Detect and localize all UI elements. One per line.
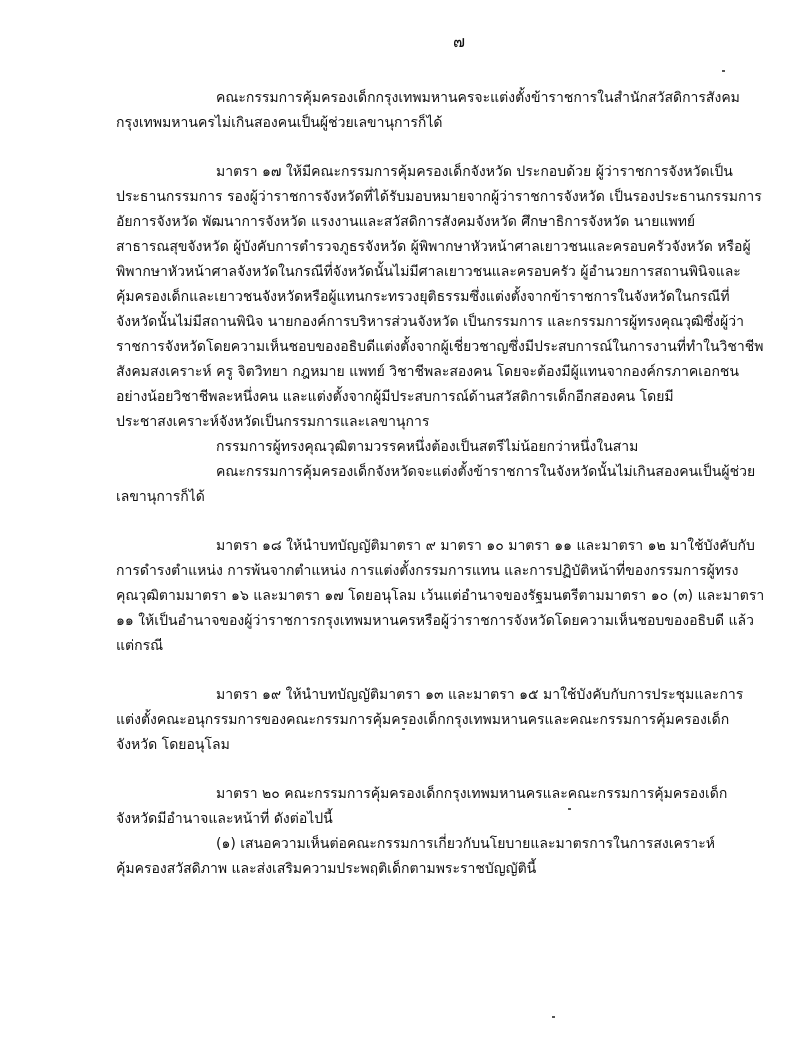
paragraph-section-18: มาตรา ๑๘ ให้นำบทบัญญัติมาตรา ๙ มาตรา ๑๐ มาตรา ๑๑ และมาตรา ๑๒ มาใช้บังคับกับการดำรงตำแหน่ง การพ้นจากตำแหน่ง การแต่งตั้งกรรมการแทน และการปฏิบัติหน้าที่ของกรรมการผู้ทรงคุณวุฒิตามมาตรา ๑๖ และมาตรา ๑๗ โดยอนุโลม เว้นแต่อำนาจของรัฐมนตรีตามมาตรา ๑๐ (๓) และมาตรา ๑๑ ให้เป็นอำนาจของผู้ว่าราชการกรุงเทพมหานครหรือผู้ว่าราชการจังหวัดโดยความเห็นชอบของอธิบดี แล้วแต่กรณี bbox=[116, 538, 765, 654]
scan-speck bbox=[552, 1016, 555, 1018]
paragraph-section-19: มาตรา ๑๙ ให้นำบทบัญญัติมาตรา ๑๓ และมาตรา ๑๕ มาใช้บังคับกับการประชุมและการแต่งตั้งคณะอนุกรรมการของคณะกรรมการคุ้มครองเด็กกรุงเทพมหานครและคณะกรรมการคุ้มครองเด็กจังหวัด โดยอนุโลม bbox=[116, 687, 744, 753]
paragraph-section-17: มาตรา ๑๗ ให้มีคณะกรรมการคุ้มครองเด็กจังหวัด ประกอบด้วย ผู้ว่าราชการจังหวัดเป็นประธานกรรมการ รองผู้ว่าราชการจังหวัดที่ได้รับมอบหมายจากผู้ว่าราชการจังหวัด เป็นรองประธานกรรมการ อัยการจังหวัด พัฒนาการจังหวัด แรงงานและสวัสดิการสังคมจังหวัด ศึกษาธิการจังหวัด นายแพทย์สาธารณสุขจังหวัด ผู้บังคับการตำรวจภูธรจังหวัด ผู้พิพากษาหัวหน้าศาลเยาวชนและครอบครัวจังหวัด หรือผู้พิพากษาหัวหน้าศาลจังหวัดในกรณีที่จังหวัดนั้นไม่มีศาลเยาวชนและครอบครัว ผู้อำนวยการสถานพินิจและคุ้มครองเด็กและเยาวชนจังหวัดหรือผู้แทนกระทรวงยุติธรรมซึ่งแต่งตั้งจากข้าราชการในจังหวัดในกรณีที่จังหวัดนั้นไม่มีสถานพินิจ นายกองค์การบริหารส่วนจังหวัด เป็นกรรมการ และกรรมการผู้ทรงคุณวุฒิซึ่งผู้ว่าราชการจังหวัดโดยความเห็นชอบของอธิบดีแต่งตั้งจากผู้เชี่ยวชาญซึ่งมีประสบการณ์ในการงานที่ทำในวิชาชีพสังคมสงเคราะห์ ครู จิตวิทยา กฎหมาย แพทย์ วิชาชีพละสองคน โดยจะต้องมีผู้แทนจากองค์กรภาคเอกชนอย่างน้อยวิชาชีพละหนึ่งคน และแต่งตั้งจากผู้มีประสบการณ์ด้านสวัสดิการเด็กอีกสองคน โดยมีประชาสงเคราะห์จังหวัดเป็นกรรมการและเลขานุการ bbox=[116, 164, 764, 430]
paragraph-section-20: มาตรา ๒๐ คณะกรรมการคุ้มครองเด็กกรุงเทพมหานครและคณะกรรมการคุ้มครองเด็กจังหวัดมีอำนาจและหน้าที่ ดังต่อไปนี้ bbox=[116, 786, 728, 827]
paragraph-section-17-women-quota: กรรมการผู้ทรงคุณวุฒิตามวรรคหนึ่งต้องเป็นสตรีไม่น้อยกว่าหนึ่งในสาม bbox=[216, 439, 639, 455]
paragraph-gap bbox=[116, 136, 766, 160]
document-body bbox=[116, 86, 766, 882]
paragraph-gap bbox=[116, 510, 766, 534]
paragraph-gap bbox=[116, 758, 766, 782]
paragraph-gap bbox=[116, 659, 766, 683]
scan-speck bbox=[568, 808, 571, 810]
scan-speck bbox=[722, 70, 725, 72]
paragraph-section-17-assistant-secretary: คณะกรรมการคุ้มครองเด็กจังหวัดจะแต่งตั้งข้าราชการในจังหวัดนั้นไม่เกินสองคนเป็นผู้ช่วยเลขานุการก็ได้ bbox=[116, 464, 756, 505]
paragraph-section-20-item-1: (๑) เสนอความเห็นต่อคณะกรรมการเกี่ยวกับนโยบายและมาตรการในการสงเคราะห์ คุ้มครองสวัสดิภาพ และส่งเสริมความประพฤติเด็กตามพระราชบัญญัตินี้ bbox=[116, 836, 715, 877]
page-number: ๗ bbox=[452, 32, 466, 51]
scan-speck bbox=[402, 728, 405, 730]
paragraph-bangkok-assistant-secretary: คณะกรรมการคุ้มครองเด็กกรุงเทพมหานครจะแต่งตั้งข้าราชการในสำนักสวัสดิการสังคมกรุงเทพมหานครไม่เกินสองคนเป็นผู้ช่วยเลขานุการก็ได้ bbox=[116, 90, 740, 131]
